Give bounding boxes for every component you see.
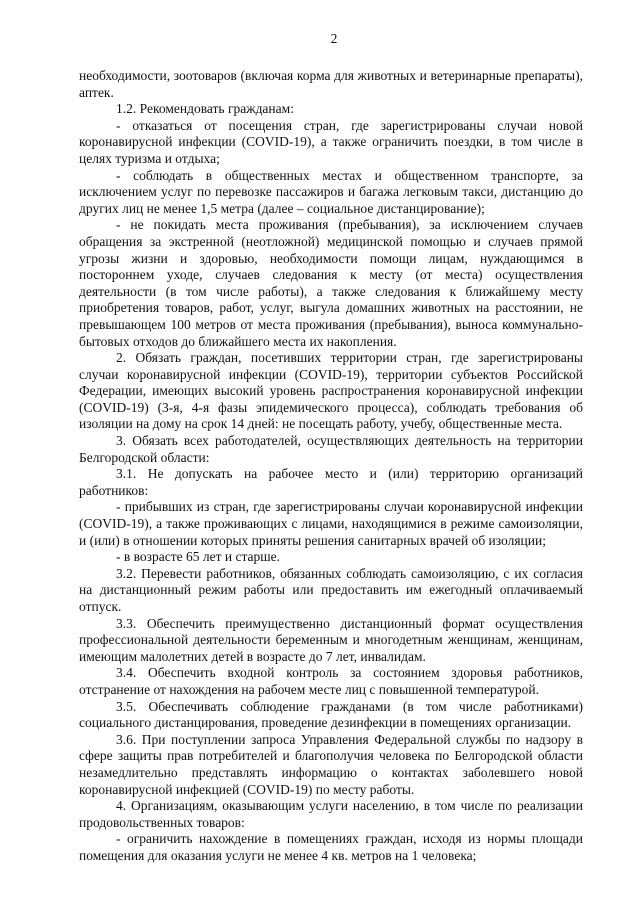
paragraph: 3. Обязать всех работодателей, осуществляющих деятельность на территории Белгородской области: — [79, 433, 583, 465]
paragraph: - отказаться от посещения стран, где зарегистрированы случаи новой коронавирусной инфекции (COVID-19), а также ограничить поездки, в том числе в целях туризма и отдыха; — [79, 117, 583, 166]
paragraph: 3.5. Обеспечивать соблюдение гражданами (в том числе работниками) социального дистанцирования, проведение дезинфекции в помещениях организации. — [79, 698, 583, 731]
paragraph: 3.6. При поступлении запроса Управления Федеральной службы по надзору в сфере защиты прав потребителей и благополучия человека по Белгородской области незамедлительно представлять информацию о контактах заболевшего новой коронавирусной инфекцией (COVID-19) по месту работы. — [79, 731, 583, 797]
paragraph: 3.4. Обеспечить входной контроль за состоянием здоровья работников, отстранение от нахождения на рабочем месте лиц с повышенной температурой. — [79, 665, 583, 697]
document-body — [79, 68, 583, 865]
paragraph: 4. Организациям, оказывающим услуги населению, в том числе по реализации продовольственных товаров: — [79, 798, 583, 830]
paragraph: - в возрасте 65 лет и старше. — [116, 549, 281, 565]
paragraph: - соблюдать в общественных местах и общественном транспорте, за исключением услуг по перевозке пассажиров и багажа легковым такси, дистанцию до других лиц не менее 1,5 метра (далее – социальное дистанцирование); — [79, 167, 583, 216]
paragraph: 3.3. Обеспечить преимущественно дистанционный формат осуществления профессиональной деятельности беременным и многодетным женщинам, женщинам, имеющим малолетних детей в возрасте до 7 лет, инвалидам. — [79, 615, 583, 664]
paragraph: - прибывших из стран, где зарегистрированы случаи коронавирусной инфекции (COVID-19), а также проживающих с лицами, находящимися в режиме самоизоляции, и (или) в отношении которых приняты решения санитарных врачей об изоляции; — [79, 499, 583, 548]
page-number: 2 — [330, 31, 338, 46]
paragraph: 2. Обязать граждан, посетивших территории стран, где зарегистрированы случаи коронавирусной инфекции (COVID-19), территории субъектов Российской Федерации, имеющих высокий уровень распространения коронавирусной инфекции (COVID-19) (3-я, 4-я фазы эпидемического процесса), соблюдать требования об изоляции на дому на срок 14 дней: не посещать работу, учебу, общественные места. — [79, 350, 583, 432]
paragraph: - ограничить нахождение в помещениях граждан, исходя из нормы площади помещения для оказания услуги не менее 4 кв. метров на 1 человека; — [79, 831, 583, 863]
paragraph: 3.2. Перевести работников, обязанных соблюдать самоизоляцию, с их согласия на дистанционный режим работы или предоставить им ежегодный оплачиваемый отпуск. — [79, 565, 583, 614]
paragraph: 3.1. Не допускать на рабочее место и (или) территорию организаций работников: — [79, 466, 583, 498]
paragraph: необходимости, зоотоваров (включая корма для животных и ветеринарные препараты), аптек. — [79, 68, 583, 100]
paragraph: 1.2. Рекомендовать гражданам: — [116, 101, 294, 117]
paragraph: - не покидать места проживания (пребывания), за исключением случаев обращения за экстренной (неотложной) медицинской помощью и случаев прямой угрозы жизни и здоровью, необходимости помощи лицам, нуждающимся в постороннем уходе, случаев следования к месту (от места) осуществления деятельности (в том числе работы), а также следования к ближайшему месту приобретения товаров, работ, услуг, выгула домашних животных на расстоянии, не превышающем 100 метров от места проживания (пребывания), выноса коммунально-бытовых отходов до ближайшего места их накопления. — [79, 217, 583, 349]
